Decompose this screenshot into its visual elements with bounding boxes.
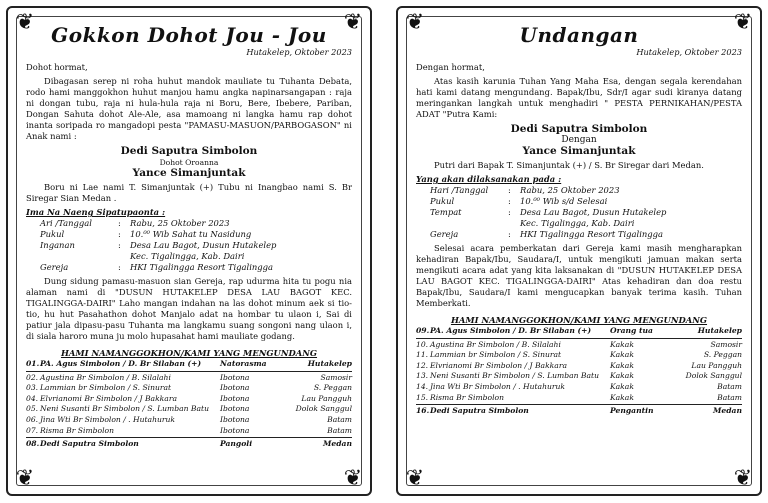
list-title: HAMI NAMANGGOKHON/KAMI YANG MENGUNDANG [450, 315, 708, 325]
list-number: 14. [416, 381, 429, 391]
event-value: Kec. Tigalingga, Kab. Dairi [520, 218, 635, 228]
event-key: Inganan [40, 240, 75, 250]
event-row [26, 218, 352, 229]
list-relation: Kakak [609, 371, 634, 381]
list-item [416, 393, 742, 404]
event-row [416, 218, 742, 229]
invitation-card-indonesian [396, 6, 762, 496]
list-relation: Natorasma [219, 359, 267, 368]
event-row [416, 196, 742, 207]
list-place: Lau Pangguh [691, 360, 742, 370]
event-details [26, 218, 352, 273]
list-number: 07. [26, 425, 39, 435]
list-place: Hutakelep [307, 359, 352, 368]
list-name: Risma Br Simbolon [430, 392, 504, 402]
event-details [416, 185, 742, 240]
event-colon: : [508, 207, 511, 217]
conjunction: Dohot Oroanna [159, 158, 219, 167]
list-place: S. Peggan [313, 383, 352, 393]
event-row [26, 240, 352, 251]
list-relation: Ibotona [219, 372, 250, 382]
event-key: Hari /Tanggal [430, 185, 489, 195]
event-key: Ari /Tanggal [40, 218, 92, 228]
conjunction: Dengan [561, 135, 597, 145]
event-key: Gereja [40, 262, 69, 272]
event-colon [118, 251, 130, 262]
groom-name: Dedi Saputra Simbolon [120, 145, 258, 157]
list-item [26, 373, 352, 384]
corner-ornament-icon: ❦ [405, 466, 425, 491]
list-name: Elvrianomi Br Simbolon / J Bakkara [430, 360, 567, 370]
list-relation: Pengantin [609, 406, 654, 416]
list-name: Dedi Saputra Simbolon [430, 406, 529, 416]
card-title: Gokkon Dohot Jou - Jou [51, 23, 327, 47]
corner-ornament-icon: ❦ [15, 466, 35, 491]
list-item [26, 394, 352, 405]
list-item [26, 415, 352, 426]
event-value: 10.⁰⁰ Wib Sahat tu Nasidung [130, 229, 252, 239]
list-relation: Kakak [609, 381, 634, 391]
event-key: Gereja [430, 229, 459, 239]
card-content [416, 22, 742, 484]
body-paragraph: Selesai acara pemberkatan dari Gereja kami masih mengharapkan kehadiran Bapak/Ibu, Saudara/I, untuk mengikuti jamuan makan serta mengikuti acara adat yang kita laksanakan di "DUSUN HUTAKELEP DESA LAU BAGOT KEC. TIGALINGGA-DAIRI" Atas kehadiran dan doa restu Bapak/Ibu, Saudara/I kami mengucapkan banyak terima kasih. Tuhan Memberkati. [416, 243, 742, 308]
list-item [26, 439, 352, 450]
list-name: PA. Agus Simbolon / D. Br Silaban (+) [40, 359, 202, 368]
list-relation: Kakak [609, 392, 634, 402]
list-item [416, 340, 742, 351]
invitation-card-batak [6, 6, 372, 496]
corner-ornament-icon: ❦ [343, 466, 363, 491]
list-title: HAMI NAMANGGOKHON/KAMI YANG MENGUNDANG [60, 348, 318, 358]
event-colon: : [118, 262, 121, 272]
list-place: Medan [323, 439, 352, 449]
list-relation: Ibotona [219, 393, 250, 403]
family-list [416, 326, 742, 417]
list-number: 06. [26, 414, 39, 424]
event-row [416, 185, 742, 196]
list-number: 01. [26, 359, 40, 368]
intro-paragraph: Atas kasih karunia Tuhan Yang Maha Esa, dengan segala kerendahan hati kami datang mengundang. Bapak/Ibu, Sdr/I agar sudi kiranya datang meringankan langkah untuk menghadiri " PESTA PERNIKAHAN/PESTA ADAT "Putra Kami: [416, 76, 742, 119]
list-place: Dolok Sanggul [295, 404, 352, 414]
list-number: 16. [416, 406, 430, 416]
event-row [416, 207, 742, 218]
event-value: 10.⁰⁰ Wib s/d Selesai [520, 196, 608, 206]
list-number: 08. [26, 439, 40, 449]
list-name: Neni Susanti Br Simbolon / S. Lumban Batu [40, 404, 209, 414]
list-item [416, 371, 742, 382]
list-relation: Kakak [609, 360, 634, 370]
list-name: Neni Susanti Br Simbolon / S. Lumban Batu [430, 371, 599, 381]
list-name: Jina Wti Br Simbolon / . Hutahuruk [430, 381, 565, 391]
event-value: Rabu, 25 Oktober 2023 [130, 218, 230, 228]
list-place: Batam [717, 381, 742, 391]
list-number: 02. [26, 372, 39, 382]
card-content [26, 22, 352, 484]
list-number: 03. [26, 383, 39, 393]
list-item [26, 404, 352, 415]
list-relation: Ibotona [219, 404, 250, 414]
corner-ornament-icon: ❦ [733, 10, 753, 35]
event-row [416, 229, 742, 240]
list-relation: Pangoli [219, 439, 253, 449]
event-key [416, 218, 508, 229]
event-value: HKI Tigalingga Resort Tigalingga [520, 229, 663, 239]
list-number: 05. [26, 404, 39, 414]
list-place: Dolok Sanggul [685, 371, 742, 381]
event-value: Rabu, 25 Oktober 2023 [520, 185, 620, 195]
list-name: Risma Br Simbolon [40, 425, 114, 435]
list-place: Samosir [320, 372, 352, 382]
event-value: HKI Tigalingga Resort Tigalingga [130, 262, 273, 272]
list-item [416, 326, 742, 337]
list-place: Batam [327, 414, 352, 424]
list-name: PA. Agus Simbolon / D. Br Silaban (+) [430, 326, 592, 335]
event-heading: Ima Na Naeng Sipatupaonta : [26, 207, 166, 217]
list-number: 15. [416, 392, 429, 402]
list-item [416, 350, 742, 361]
list-relation: Ibotona [219, 425, 250, 435]
list-place: Batam [327, 425, 352, 435]
list-place: Batam [717, 392, 742, 402]
corner-ornament-icon: ❦ [405, 10, 425, 35]
event-colon: : [508, 185, 511, 195]
list-relation: Kakak [609, 339, 634, 349]
list-number: 13. [416, 371, 429, 381]
bride-name: Yance Simanjuntak [522, 145, 636, 157]
greeting: Dengan hormat, [416, 62, 485, 72]
event-colon: : [508, 229, 511, 239]
card-date: Hutakelep, Oktober 2023 [636, 47, 742, 57]
list-name: Lammian br Simbolon / S. Sinurat [40, 383, 172, 393]
parents-line: Putri dari Bapak T. Simanjuntak (+) / S. Br Siregar dari Medan. [434, 160, 704, 170]
event-heading: Yang akan dilaksanakan pada : [416, 174, 562, 184]
event-row [26, 251, 352, 262]
list-item [416, 406, 742, 417]
event-row [26, 262, 352, 273]
event-key: Pukul [40, 229, 65, 239]
event-colon: : [118, 218, 121, 228]
card-title: Undangan [519, 23, 639, 47]
list-name: Agustina Br Simbolon / B. Silalahi [430, 339, 561, 349]
corner-ornament-icon: ❦ [733, 466, 753, 491]
event-value: Kec. Tigalingga, Kab. Dairi [130, 251, 245, 261]
list-item [26, 383, 352, 394]
event-key: Tempat [430, 207, 462, 217]
list-relation: Ibotona [219, 414, 250, 424]
list-name: Jina Wti Br Simbolon / . Hutahuruk [40, 414, 175, 424]
event-colon: : [118, 240, 121, 250]
list-number: 11. [416, 350, 429, 360]
corner-ornament-icon: ❦ [343, 10, 363, 35]
event-key [26, 251, 118, 262]
event-row [26, 229, 352, 240]
list-name: Elvrianomi Br Simbolon / J Bakkara [40, 393, 177, 403]
list-number: 04. [26, 393, 39, 403]
list-number: 12. [416, 360, 429, 370]
list-relation: Ibotona [219, 383, 250, 393]
bride-name: Yance Simanjuntak [132, 167, 246, 179]
event-colon [508, 218, 520, 229]
list-name: Lammian br Simbolon / S. Sinurat [430, 350, 562, 360]
card-date: Hutakelep, Oktober 2023 [246, 47, 352, 57]
intro-paragraph: Dibagasan serep ni roha huhut mandok mauliate tu Tuhanta Debata, rodo hami manggokhon huhut manjou hamu angka napinarsangapan : raja ni dongan tubu, raja ni hula-hula raja ni Boru, Bere, Ibebere, Pariban, Dongan Sahuta dohot Ale-Ale, asa mamoang ni langka hamu rap dohot inanta soripada ro mangadopi pesta "PAMASU-MASUON/PARBOGASON" ni Anak nami : [26, 76, 352, 141]
list-name: Dedi Saputra Simbolon [40, 439, 139, 449]
list-place: S. Peggan [703, 350, 742, 360]
body-paragraph: Dung sidung pamasu-masuon sian Gereja, rap udurma hita tu pogu nia alaman nami di "DUSUN HUTAKELEP DESA LAU BAGOT KEC. TIGALINGGA-DAIRI" Laho mangan indahan na las dohot minum aek si tio-tio, hu hut Pasahathon dohot Manjalo adat na hombar tu ulaon i, Sai di patiur jala dipasu-pasu Tuhanta ma langkamu suang songoni nang ulaon i, di siala haroro muna ju molo hupasahat hami mauliate godang. [26, 276, 352, 341]
event-colon: : [118, 229, 121, 239]
list-relation: Orang tua [609, 326, 653, 335]
list-number: 09. [416, 326, 430, 335]
greeting: Dohot hormat, [26, 62, 88, 72]
list-item [416, 382, 742, 393]
event-colon: : [508, 196, 511, 206]
list-place: Samosir [710, 339, 742, 349]
event-value: Desa Lau Bagot, Dusun Hutakelep [130, 240, 277, 250]
parents-line: Boru ni Lae nami T. Simanjuntak (+) Tubu ni Inangbao nami S. Br Siregar Sian Medan . [26, 182, 352, 203]
list-relation: Kakak [609, 350, 634, 360]
list-name: Agustina Br Simbolon / B. Silalahi [40, 372, 171, 382]
list-place: Hutakelep [697, 326, 742, 335]
corner-ornament-icon: ❦ [15, 10, 35, 35]
list-item [26, 359, 352, 370]
list-place: Medan [713, 406, 742, 416]
event-key: Pukul [430, 196, 455, 206]
list-item [416, 361, 742, 372]
list-item [26, 426, 352, 437]
list-place: Lau Pangguh [301, 393, 352, 403]
list-number: 10. [416, 339, 429, 349]
event-value: Desa Lau Bagot, Dusun Hutakelep [520, 207, 667, 217]
groom-name: Dedi Saputra Simbolon [510, 123, 648, 135]
family-list [26, 359, 352, 450]
